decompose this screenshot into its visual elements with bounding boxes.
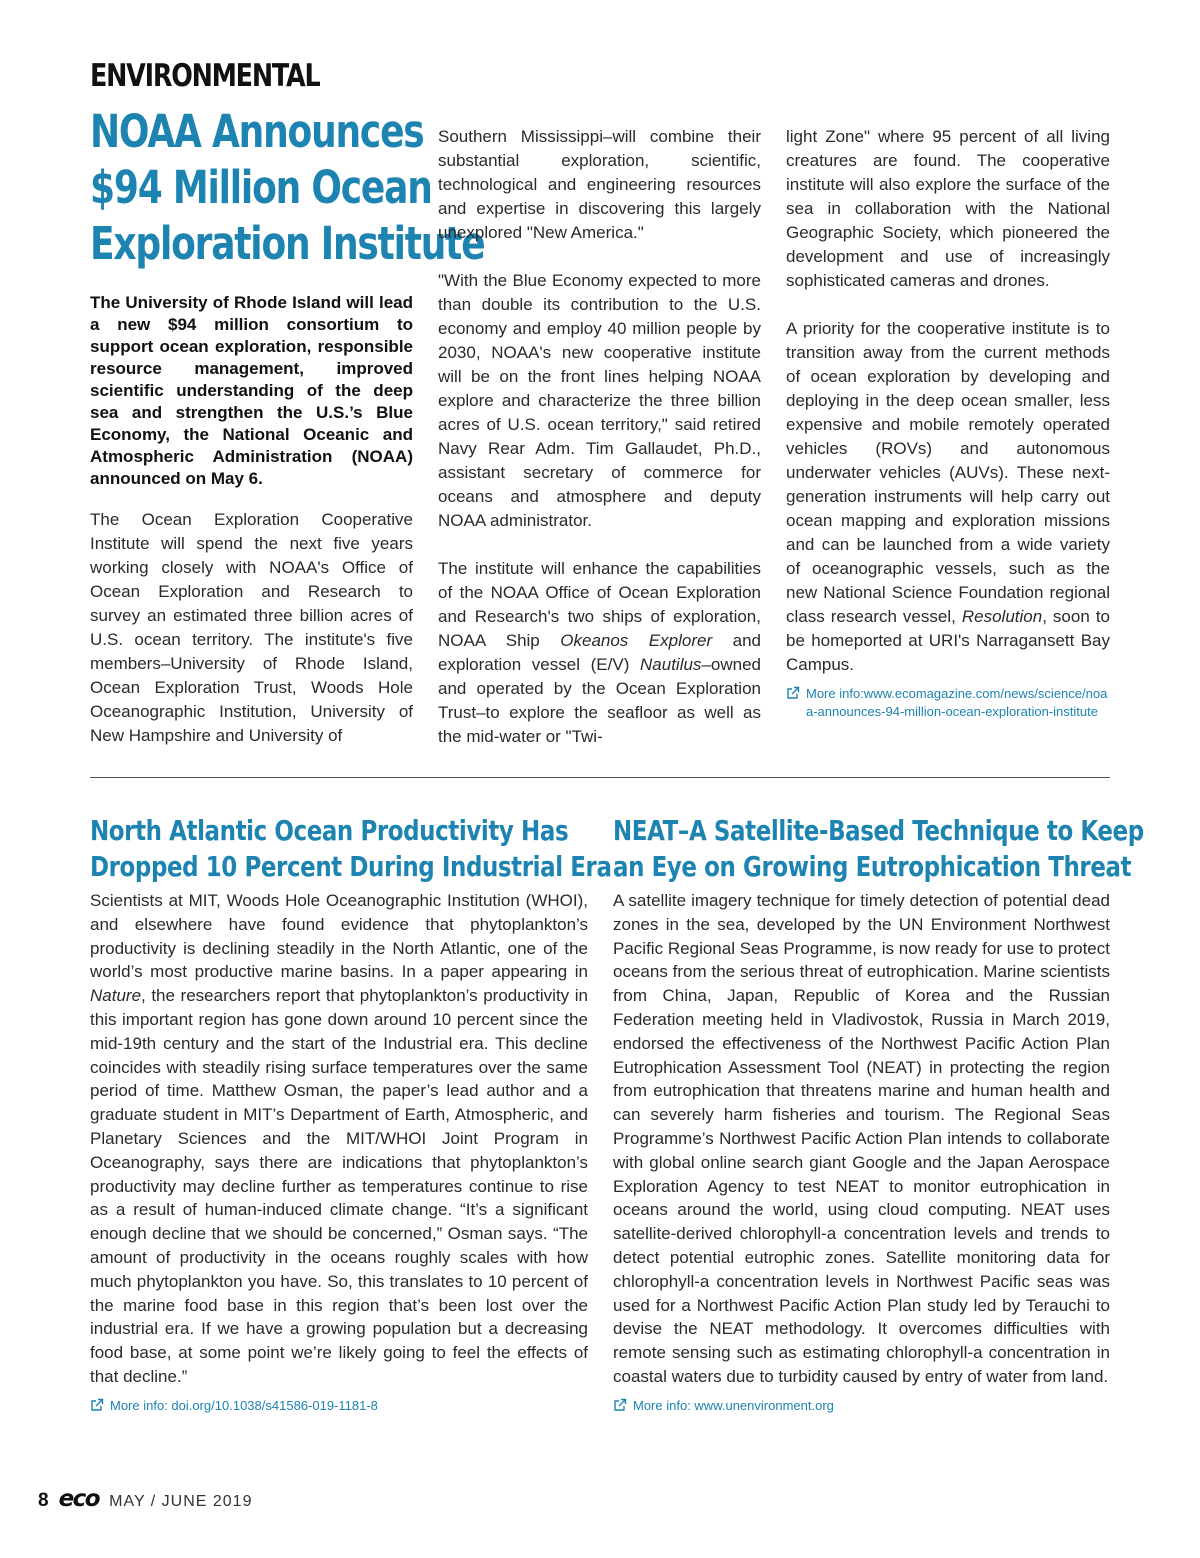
more-info-link[interactable]: More info: www.unenvironment.org bbox=[633, 1397, 834, 1413]
article-1-column-1 bbox=[90, 508, 413, 748]
article-2-more-info[interactable] bbox=[90, 1397, 588, 1415]
article-1-lead: The University of Rhode Island will lead a new $94 million consortium to support ocean exploration, responsible resource management, improved scientific understanding of the deep sea and strengthen the U.S.’s Blue Economy, the National Oceanic and Atmospheric Administration (NOAA) announced on May 6. bbox=[90, 293, 413, 488]
article-2-title-line: North Atlantic Ocean Productivity Has bbox=[90, 814, 569, 847]
article-1-more-info[interactable] bbox=[786, 685, 1110, 721]
ship-name: Resolution bbox=[961, 607, 1043, 626]
article-1-title-line: NOAA Announces bbox=[90, 105, 424, 158]
text-run: and exploration vessel (E/V) bbox=[438, 631, 761, 674]
article-3-body: A satellite imagery technique for timely detection of potential dead zones in the sea, developed by the UN Environment Northwest Pacific Regional Seas Programme, is now ready for use to protect oceans from the serious threat of eutrophication. Marine scientists from China, Japan, Republic of Korea and the Russian Federation meeting held in Vladivostok, Russia in March 2019, endorsed the effectiveness of the Northwest Pacific Action Plan Eutrophication Assessment Tool (NEAT) in protecting the region from eutrophication that threatens marine and human health and can severely harm fisheries and tourism. The Regional Seas Programme’s Northwest Pacific Action Plan intends to collaborate with global online search giant Google and the Japan Aerospace Exploration Agency to test NEAT to monitor eutrophication in oceans around the world, using cloud computing. NEAT uses satellite-derived chlorophyll-a concentration levels and trends to detect potential eutrophic zones. Satellite monitoring data for chlorophyll-a concentration levels in Northwest Pacific seas was used for a Northwest Pacific Action Plan study led by Terauchi to devise the NEAT methodology. It overcomes difficulties with remote sensing such as estimating chlorophyll-a concentration in coastal waters due to turbidity caused by entry of water from land. bbox=[613, 891, 1110, 1386]
page-footer bbox=[38, 1486, 252, 1512]
page-number: 8 bbox=[38, 1490, 49, 1511]
issue-date: MAY / JUNE 2019 bbox=[109, 1493, 253, 1510]
article-1-paragraph bbox=[786, 317, 1110, 677]
text-run: , the researchers report that phytoplankton’s productivity in this important region has gone down around 10 percent since the mid-19th century and the start of the Industrial era. This decline coincides with steadily rising surface temperatures over the same period of time. Matthew Osman, the paper’s lead author and a graduate student in MIT’s Department of Earth, Atmospheric, and Planetary Sciences and the MIT/WHOI Joint Program in Oceanography, says there are indications that phytoplankton’s productivity may decline further as temperatures continue to rise as a result of human-induced climate change. “It’s a significant enough decline that we should be concerned,” Osman says. “The amount of productivity in the oceans roughly scales with how much phytoplankton you have. So, this translates to 10 percent of the marine food base in this region that’s been lost over the industrial era. If we have a growing population but a decreasing food base, at some point we’re likely going to feel the effects of that decline.” bbox=[90, 986, 588, 1386]
section-divider bbox=[90, 777, 1110, 778]
ship-name: Nautilus bbox=[640, 655, 702, 674]
article-3-title bbox=[613, 813, 1144, 885]
article-1-title bbox=[90, 104, 490, 272]
article-1-paragraph: Southern Mississippi–will combine their substantial exploration, scientific, technological and engineering resources and expertise in discovering this largely unexplored "New America." bbox=[438, 127, 761, 242]
article-2-title bbox=[90, 813, 612, 885]
article-2 bbox=[90, 813, 612, 1415]
article-1-paragraph: "With the Blue Economy expected to more than double its contribution to the U.S. economy and employ 40 million people by 2030, NOAA's new cooperative institute will be on the front lines helping NOAA explore and characterize the three billion acres of U.S. ocean territory," said retired Navy Rear Adm. Tim Gallaudet, Ph.D., assistant secretary of commerce for oceans and atmosphere and deputy NOAA administrator. bbox=[438, 271, 761, 530]
text-run: The institute will enhance the capabilities of the NOAA Office of Ocean Exploration and Research's two ships of exploration, NOAA Ship bbox=[438, 559, 761, 650]
article-1-title-line: $94 Million Ocean bbox=[90, 161, 432, 214]
external-link-icon bbox=[786, 686, 800, 700]
more-info-link[interactable]: More info:www.ecomagazine.com/news/science/noaa-announces-94-million-ocean-exploration-institute bbox=[806, 686, 1108, 719]
more-info-link[interactable]: More info: doi.org/10.1038/s41586-019-1181-8 bbox=[110, 1397, 378, 1413]
article-3 bbox=[613, 813, 1144, 1415]
article-1-paragraph: The Ocean Exploration Cooperative Institute will spend the next five years working closely with NOAA's Office of Ocean Exploration and Research to survey an estimated three billion acres of U.S. ocean territory. The institute's five members–University of Rhode Island, Ocean Exploration Trust, Woods Hole Oceanographic Institution, University of New Hampshire and University of bbox=[90, 510, 413, 745]
article-3-title-line: NEAT–A Satellite-Based Technique to Keep bbox=[613, 814, 1144, 847]
article-1-paragraph bbox=[438, 557, 761, 749]
article-2-title-line: Dropped 10 Percent During Industrial Era bbox=[90, 850, 612, 883]
text-run: , soon to be homeported at URI's Narragansett Bay Campus. bbox=[786, 607, 1110, 674]
text-run: –owned and operated by the Ocean Exploration Trust–to explore the seafloor as well as the mid-water or "Twi- bbox=[438, 655, 761, 746]
text-run: Scientists at MIT, Woods Hole Oceanographic Institution (WHOI), and elsewhere have found evidence that phytoplankton’s productivity is declining steadily in the North Atlantic, one of the world’s most productive marine basins. In a paper appearing in bbox=[90, 891, 588, 982]
article-2-body bbox=[90, 889, 588, 1389]
article-3-title-line: an Eye on Growing Eutrophication Threat bbox=[613, 850, 1132, 883]
article-1-column-2 bbox=[438, 125, 761, 749]
article-1-paragraph: light Zone" where 95 percent of all living creatures are found. The cooperative institute will also explore the surface of the sea in collaboration with the National Geographic Society, which pioneered the development and use of increasingly sophisticated cameras and drones. bbox=[786, 127, 1110, 290]
magazine-logo: eco bbox=[58, 1486, 100, 1512]
article-3-more-info[interactable] bbox=[613, 1397, 1110, 1415]
section-label: ENVIRONMENTAL bbox=[90, 58, 320, 94]
external-link-icon bbox=[613, 1398, 627, 1412]
text-run: A priority for the cooperative institute is to transition away from the current methods of ocean exploration by developing and deploying in the deep ocean smaller, less expensive and mobile remotely operated vehicles (ROVs) and autonomous underwater vehicles (AUVs). These next-generation instruments will help carry out ocean mapping and exploration missions and can be launched from a wide variety of oceanographic vessels, such as the new National Science Foundation regional class research vessel, bbox=[786, 319, 1110, 626]
article-1-column-3 bbox=[786, 125, 1110, 721]
journal-name: Nature bbox=[90, 986, 142, 1006]
ship-name: Okeanos Explorer bbox=[560, 631, 713, 650]
external-link-icon bbox=[90, 1398, 104, 1412]
article-1-title-line: Exploration Institute bbox=[90, 217, 485, 270]
